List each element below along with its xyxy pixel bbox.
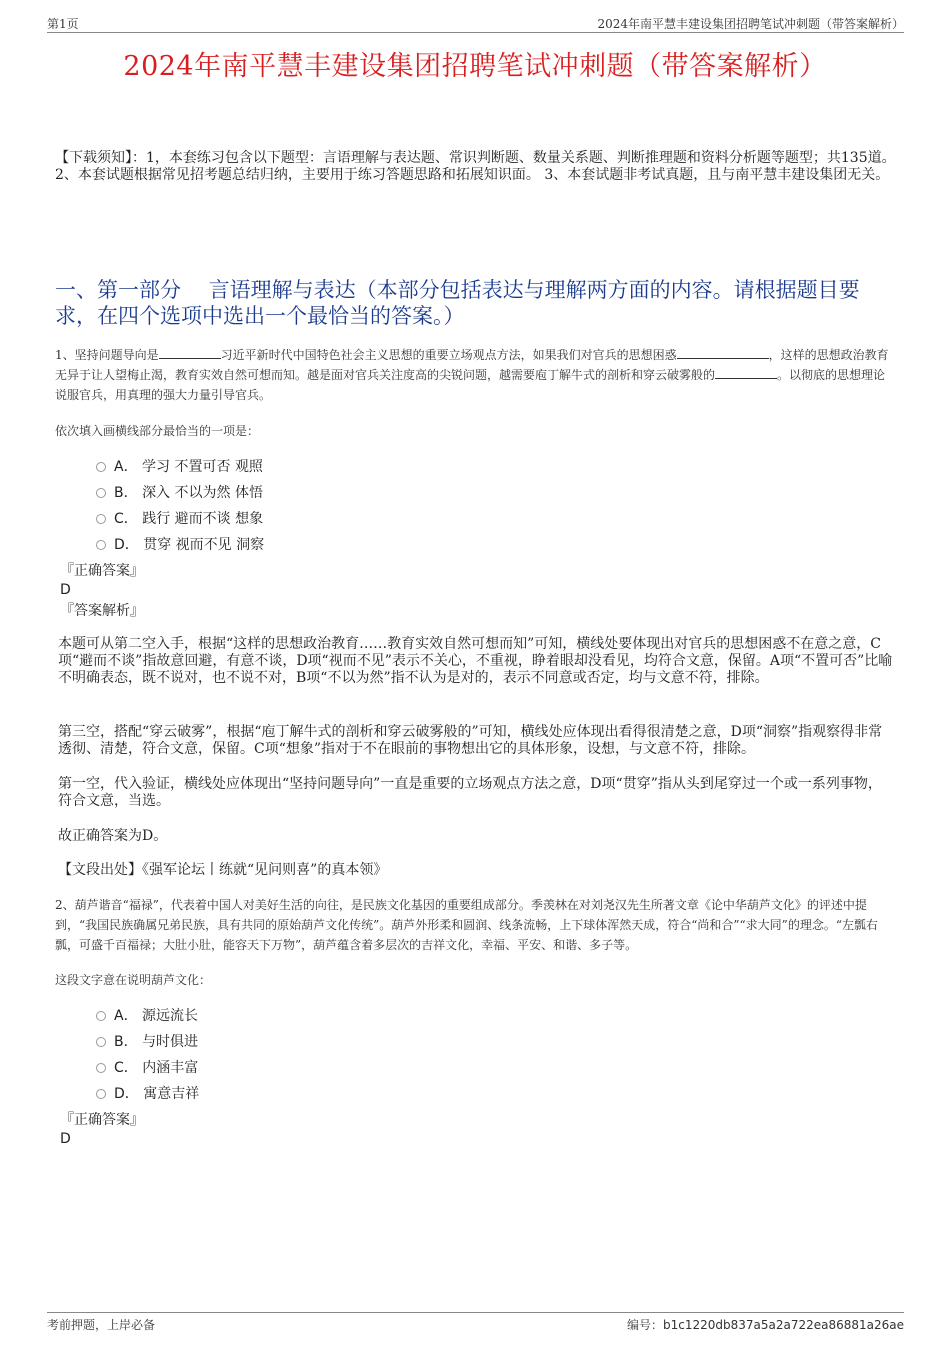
q2-option-c[interactable]: C． 内涵丰富	[96, 1057, 198, 1077]
blank-3	[715, 367, 777, 379]
page-footer	[47, 1312, 904, 1333]
q1-option-d[interactable]: D． 贯穿 视而不见 洞察	[96, 534, 264, 554]
radio-icon[interactable]	[96, 462, 106, 472]
page-number: 第1页	[47, 17, 79, 31]
q1-option-b[interactable]: B． 深入 不以为然 体悟	[96, 482, 263, 502]
question-2-prompt: 这段文字意在说明葫芦文化：	[55, 973, 212, 987]
q2-answer: D	[60, 1131, 71, 1147]
radio-icon[interactable]	[96, 488, 106, 498]
q2-option-d[interactable]: D． 寓意吉祥	[96, 1083, 199, 1103]
download-notice: 【下载须知】：1，本套练习包含以下题型：言语理解与表达题、常识判断题、数量关系题、判断推理题和资料分析题等题型；共135道。 2、本套试题根据常见招考题总结归纳，主要用于练习答题思路和拓展知识面。 3、本套试题非考试真题，且与南平慧丰建设集团无关。	[55, 150, 896, 183]
radio-icon[interactable]	[96, 1011, 106, 1021]
question-2-stem: 2、葫芦谐音“福禄”，代表着中国人对美好生活的向往，是民族文化基因的重要组成部分。季羡林在对刘尧汉先生所著文章《论中华葫芦文化》的评述中提到，“我国民族确属兄弟民族，具有共同的原始葫芦文化传统”。葫芦外形柔和圆润、线条流畅，上下球体浑然天成，符合“尚和合”“求大同”的理念。“左瓢右瓢，可盛千百福禄；大肚小肚，能容天下万物”，葫芦蕴含着多层次的吉祥文化，幸福、平安、和谐、多子等。	[55, 898, 878, 952]
radio-icon[interactable]	[96, 540, 106, 550]
q2-answer-label: 『正确答案』	[60, 1112, 144, 1128]
q1-analysis-para-1: 本题可从第二空入手，根据“这样的思想政治教育……教育实效自然可想而知”可知，横线处要体现出对官兵的思想困惑不在意之意，C项“避而不谈”指故意回避，有意不谈，D项“视而不见”表示不关心，不重视，睁着眼却没看见，均符合文意，保留。A项“不置可否”比喻不明确表态，既不说对，也不说不对，B项“不以为然”指不认为是对的，表示不同意或否定，均与文意不符，排除。	[58, 636, 893, 686]
q1-analysis-para-3: 第一空，代入验证，横线处应体现出“坚持问题导向”一直是重要的立场观点方法之意，D项“贯穿”指从头到尾穿过一个或一系列事物，符合文意，当选。	[58, 776, 882, 809]
footer-code: 编号：b1c1220db837a5a2a722ea86881a26ae	[626, 1318, 904, 1332]
q1-answer: D	[60, 582, 71, 598]
blank-2	[677, 347, 769, 359]
q1-analysis-label: 『答案解析』	[60, 603, 144, 619]
q2-option-a[interactable]: A． 源远流长	[96, 1005, 198, 1025]
q1-analysis-conclusion: 故正确答案为D。	[58, 828, 168, 844]
radio-icon[interactable]	[96, 1037, 106, 1047]
q1-source: 【文段出处】《强军论坛丨练就“见问则喜”的真本领》	[58, 862, 388, 878]
radio-icon[interactable]	[96, 1063, 106, 1073]
q1-analysis-para-2: 第三空，搭配“穿云破雾”，根据“庖丁解牛式的剖析和穿云破雾般的”可知，横线处应体现出看得很清楚之意，D项“洞察”指观察得非常透彻、清楚，符合文意，保留。C项“想象”指对于不在眼前的事物想出它的具体形象，设想，与文意不符，排除。	[58, 724, 883, 757]
question-1-stem: 1、坚持问题导向是 习近平新时代中国特色社会主义思想的重要立场观点方法，如果我们对官兵的思想困惑 ，这样的思想政治教育无异于让人望梅止渴，教育实效自然可想而知。越是面对官兵关注度高的尖锐问题，越需要庖丁解牛式的剖析和穿云破雾般的 。以彻底的思想理论说服官兵，用真理的强大力量引导官兵。	[55, 348, 889, 402]
footer-slogan: 考前押题，上岸必备	[47, 1318, 156, 1332]
radio-icon[interactable]	[96, 514, 106, 524]
page-header	[47, 12, 904, 33]
section-heading: 一、第一部分 言语理解与表达（本部分包括表达与理解两方面的内容。请根据题目要求，在四个选项中选出一个最恰当的答案。）	[55, 278, 860, 328]
question-1-prompt: 依次填入画横线部分最恰当的一项是：	[55, 424, 260, 438]
blank-1	[159, 347, 221, 359]
q1-option-c[interactable]: C． 践行 避而不谈 想象	[96, 508, 263, 528]
q1-option-a[interactable]: A． 学习 不置可否 观照	[96, 456, 263, 476]
document-title: 2024年南平慧丰建设集团招聘笔试冲刺题（带答案解析）	[123, 51, 827, 82]
q1-answer-label: 『正确答案』	[60, 563, 144, 579]
q2-option-b[interactable]: B． 与时俱进	[96, 1031, 198, 1051]
radio-icon[interactable]	[96, 1089, 106, 1099]
header-doc-title: 2024年南平慧丰建设集团招聘笔试冲刺题（带答案解析）	[597, 17, 904, 31]
